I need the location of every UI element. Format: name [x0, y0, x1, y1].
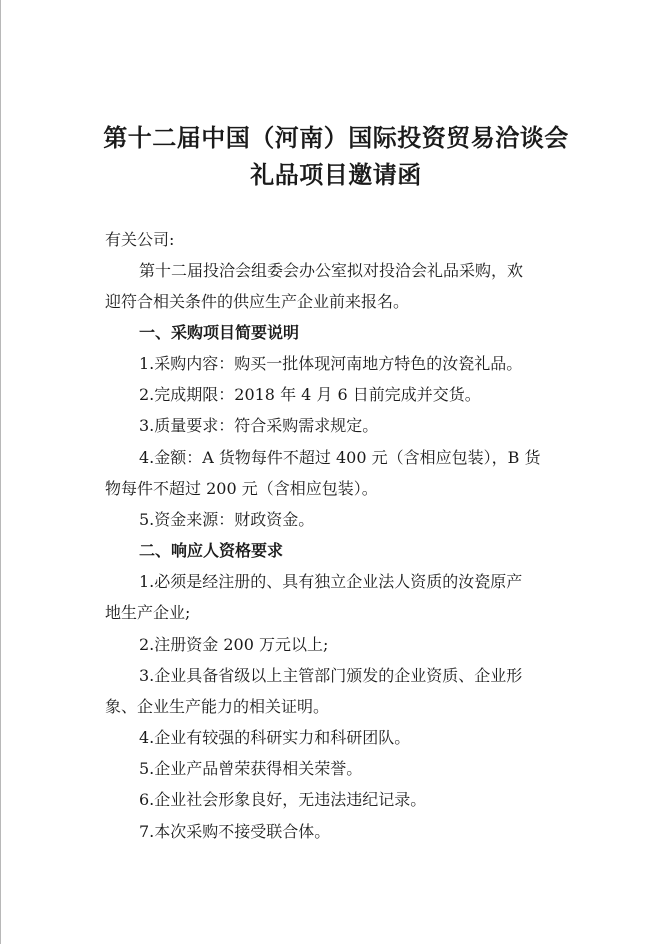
- section-2-item-7: 7.本次采购不接受联合体。: [139, 822, 331, 841]
- section-2-heading: 二、响应人资格要求: [139, 541, 284, 560]
- section-2-item-2: 2.注册资金 200 万元以上;: [139, 635, 329, 654]
- section-1-item-5: 5.资金来源：财政资金。: [139, 510, 315, 529]
- section-1-item-4-line-2: 物每件不超过 200 元（含相应包装）。: [105, 479, 378, 498]
- section-2-item-3-line-1: 3.企业具备省级以上主管部门颁发的企业资质、企业形: [139, 666, 523, 685]
- section-2-item-1-line-2: 地生产企业;: [105, 603, 191, 622]
- section-1-item-1: 1.采购内容：购买一批体现河南地方特色的汝瓷礼品。: [139, 354, 523, 373]
- section-1-heading: 一、采购项目简要说明: [139, 323, 300, 342]
- section-2-item-5: 5.企业产品曾荣获得相关荣誉。: [139, 759, 363, 778]
- section-1-item-3: 3.质量要求：符合采购需求规定。: [139, 416, 379, 435]
- document-title-line-1: 第十二届中国（河南）国际投资贸易洽谈会: [103, 123, 569, 152]
- intro-paragraph-line-1: 第十二届投洽会组委会办公室拟对投洽会礼品采购，欢: [139, 261, 524, 280]
- section-2-item-4: 4.企业有较强的科研实力和科研团队。: [139, 728, 411, 747]
- section-2-item-6: 6.企业社会形象良好，无违法违纪记录。: [139, 790, 427, 809]
- salutation: 有关公司:: [105, 230, 175, 249]
- section-1-item-2: 2.完成期限：2018 年 4 月 6 日前完成并交货。: [139, 385, 481, 404]
- section-2-item-3-line-2: 象、企业生产能力的相关证明。: [105, 697, 330, 716]
- section-2-item-1-line-1: 1.必须是经注册的、具有独立企业法人资质的汝瓷原产: [139, 572, 523, 591]
- intro-paragraph-line-2: 迎符合相关条件的供应生产企业前来报名。: [105, 292, 410, 311]
- document-title-line-2: 礼品项目邀请函: [250, 160, 422, 189]
- section-1-item-4-line-1: 4.金额：A 货物每件不超过 400 元（含相应包装），B 货: [139, 448, 541, 467]
